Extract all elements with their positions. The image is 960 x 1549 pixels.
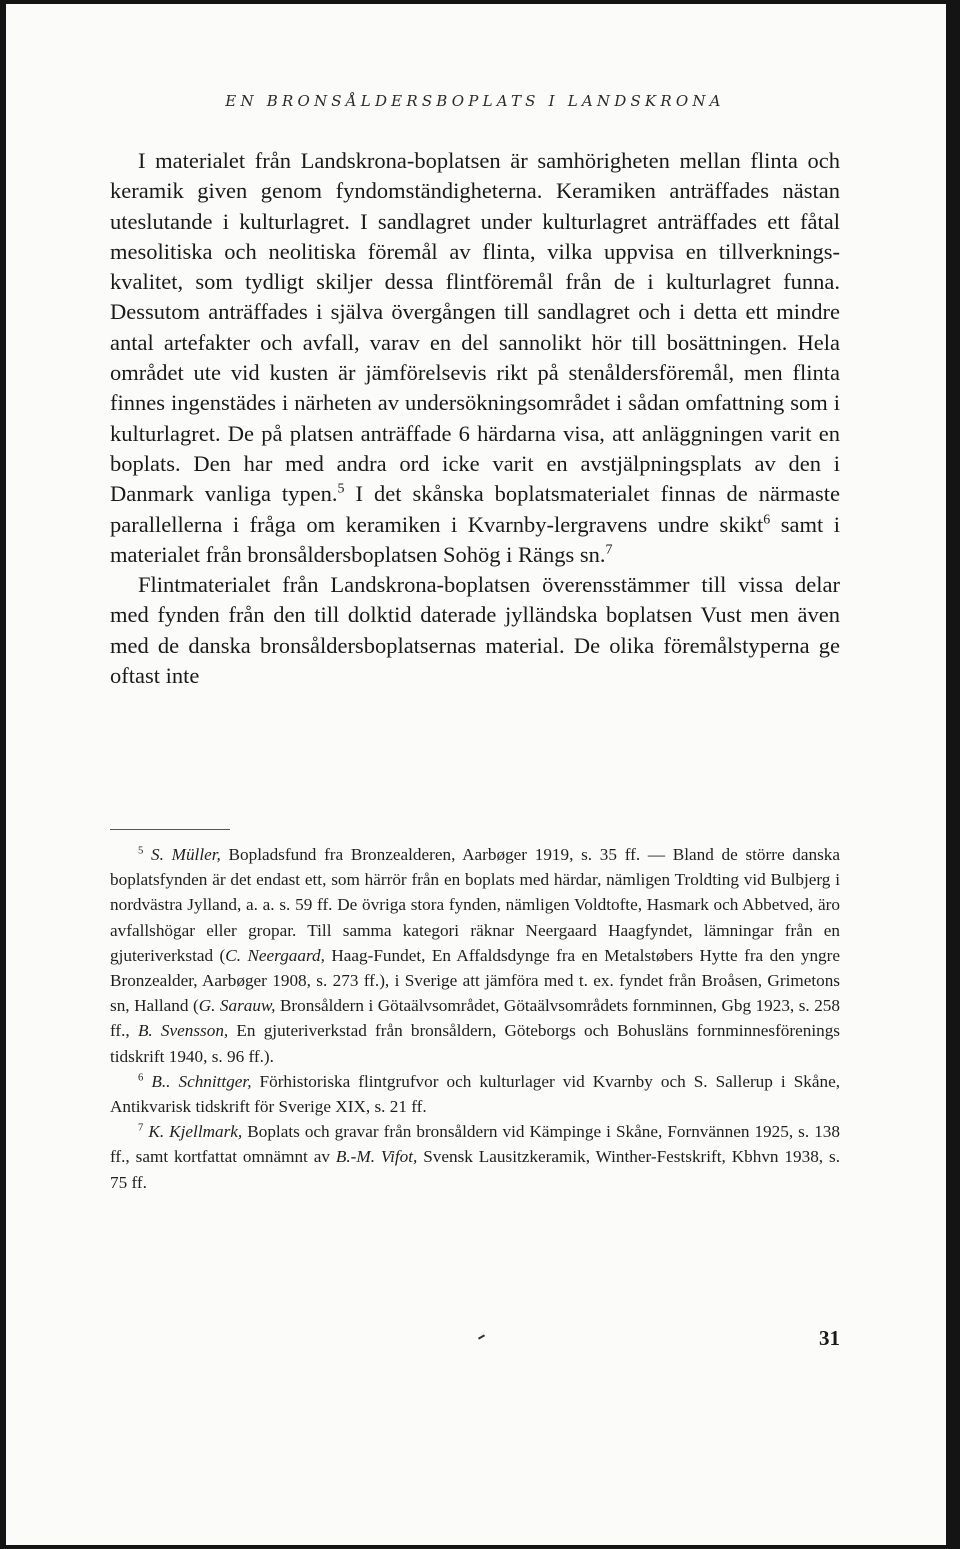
paragraph-1-text-c: samt i materialet från bronsåldersboplatsen Sohög i Rängs sn. — [110, 511, 840, 567]
paragraph-1-text-a: I materialet från Landskrona-boplatsen är samhörigheten mellan flinta och keramik given genom fyndomständigheterna. Keramiken anträffades nästan uteslutande i kulturlagret. I sandlagret under kulturlagret anträffades ett fåtal mesolitiska och neolitiska föremål av flinta, vilka uppvisa en tillverkningskvalitet, som tydligt skiljer dessa flintföremål från de i kulturlagret funna. Dessutom anträffades i själva övergången till sandlagret och i detta ett mindre antal artefakter och avfall, varav en del sannolikt hör till bosättningen. Hela området ute vid kusten är jämförelsevis rikt på stenåldersföremål, men flinta finnes ingenstädes i närheten av undersökningsområdet i sådan omfattning som i kulturlagret. De på platsen anträffade 6 härdarna visa, att anläggningen varit en boplats. Den har med andra ord icke varit en avstjälpningsplats av den i Danmark vanliga typen. — [110, 148, 840, 507]
footnote-5-mark: 5 — [138, 845, 144, 857]
footnote-5-text-a: Bopladsfund fra Bronzealderen, Aarbøger 1919, s. 35 ff. — Bland de större danska boplatsfynden är det endast ett, som härrör från en boplats med härdar, nämligen Troldting vid Bulbjerg i nordvästra Jylland, a. a. s. 59 ff. De övriga stora fynden, nämligen Voldtofte, Hasmark och Abbetved, äro avfallshögar eller gropar. Till samma kategori räknar Neergaard Haagfyndet, lämningar från en gjuteriverkstad ( — [110, 845, 841, 965]
footnote-5-author-4: B. Svensson, — [137, 1021, 229, 1041]
footnote-ref-7: 7 — [605, 542, 613, 558]
footnote-5-text-d: En gjuteriverkstad från bronsåldern, Göteborgs och Bohusläns fornminnesförenings tidskrift 1940, s. 96 ff.). — [110, 1021, 840, 1066]
footnote-ref-5: 5 — [337, 481, 345, 497]
footnote-5-text-c: Bronsåldern i Götaälvsområdet, Götaälvsområdets fornminnen, Gbg 1923, s. 258 ff., — [110, 996, 840, 1041]
footnote-7-text-a: Boplats och gravar från bronsåldern vid Kämpinge i Skåne, Fornvännen 1925, s. 138 ff., samt kortfattat omnämnt av — [110, 1122, 840, 1167]
footnote-6 — [110, 1069, 840, 1119]
footnote-ref-6: 6 — [763, 512, 771, 528]
footnote-7 — [110, 1119, 840, 1195]
footnotes — [110, 842, 840, 1195]
footnote-6-text: Förhistoriska flintgrufvor och kulturlager vid Kvarnby och S. Sallerup i Skåne, Antikvarisk tidskrift för Sverige XIX, s. 21 ff. — [110, 1071, 840, 1117]
footnote-7-author-2: B.-M. Vifot, — [335, 1147, 418, 1167]
paragraph-1 — [110, 146, 840, 570]
paragraph-1-text-b: I det skånska boplatsmaterialet finnas de närmaste parallellerna i fråga om keramiken i Kvarnby-lergravens undre skikt — [110, 481, 840, 537]
paragraph-2: Flintmaterialet från Landskrona-boplatsen överensstämmer till vissa delar med fynden från den till dolktid daterade jylländska boplatsen Vust men även med de danska bronsåldersboplatsernas material. De olika föremålstyperna ge oftast inte — [110, 572, 840, 689]
footnote-7-mark: 7 — [138, 1122, 144, 1134]
footnote-5-author-3: G. Sarauw, — [198, 996, 276, 1016]
page-number: 31 — [819, 1326, 840, 1350]
footnote-5-author-2: C. Neergaard, — [225, 945, 325, 965]
main-text — [110, 146, 840, 691]
footnote-5 — [110, 842, 840, 1069]
running-header: EN BRONSÅLDERSBOPLATS I LANDSKRONA — [225, 92, 725, 110]
footnote-5-author: S. Müller, — [151, 845, 221, 864]
footnote-divider — [110, 829, 230, 830]
footnote-6-author: B.. Schnittger, — [151, 1071, 252, 1091]
footnote-7-author: K. Kjellmark, — [148, 1122, 243, 1142]
footnote-5-text-b: Haag-Fundet, En Affaldsdynge fra en Metalstøbers Hytte fra den yngre Bronzealder, Aarbøger 1908, s. 273 ff.), i Sverige att jämföra med t. ex. fyndet från Broåsen, Grimetons sn, Halland ( — [110, 945, 840, 1016]
footnote-7-text-b: Svensk Lausitzkeramik, Winther-Festskrift, Kbhvn 1938, s. 75 ff. — [110, 1147, 840, 1192]
footnote-6-mark: 6 — [138, 1072, 144, 1084]
